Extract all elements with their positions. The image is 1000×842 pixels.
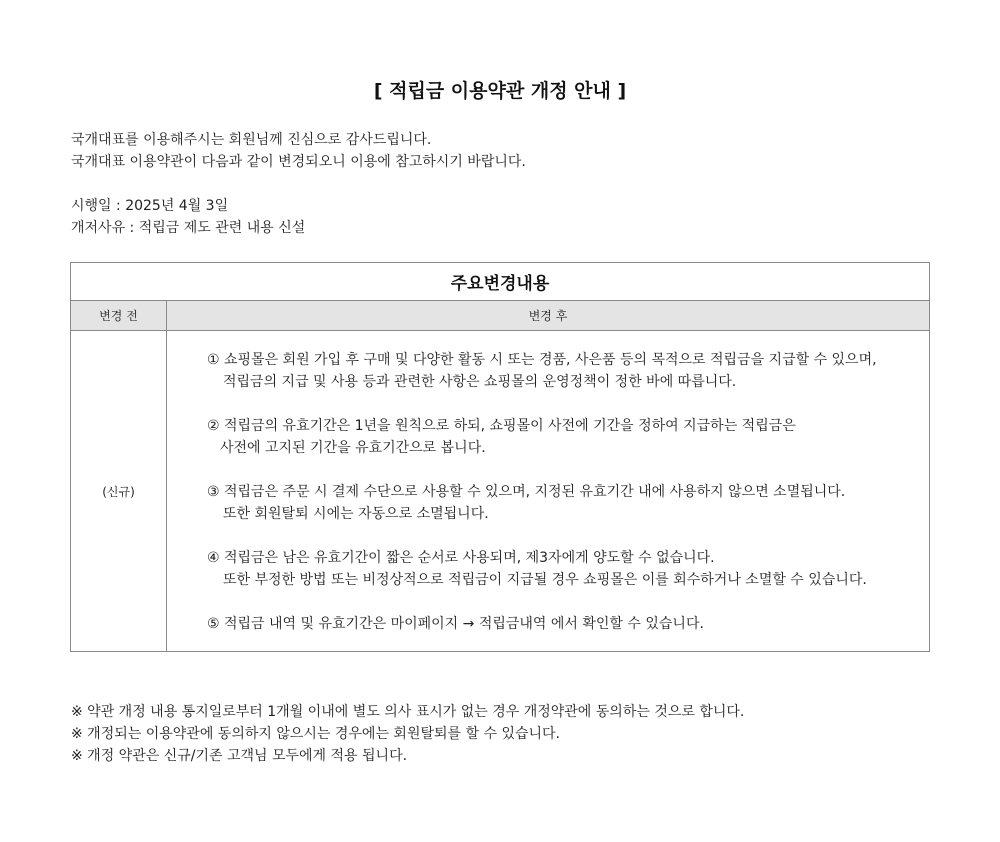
page-title: [ 적립금 이용약관 개정 안내 ] (373, 80, 627, 102)
clause-3-line-1: ③ 적립금은 주문 시 결제 수단으로 사용할 수 있으며, 지정된 유효기간 내에 사용하지 않으면 소멸됩니다. (207, 484, 846, 500)
clause-2 (207, 415, 929, 459)
intro-text (71, 129, 526, 173)
table-caption: 주요변경내용 (71, 263, 930, 301)
footnote-2: ※ 개정되는 이용약관에 동의하지 않으시는 경우에는 회원탈퇴를 할 수 있습니다. (71, 726, 560, 742)
after-cell (167, 331, 930, 652)
clause-1 (207, 349, 929, 393)
header-before: 변경 전 (71, 301, 167, 331)
changes-table (70, 262, 930, 652)
effective-date: 시행일 : 2025년 4월 3일 (71, 198, 229, 214)
header-after: 변경 후 (167, 301, 930, 331)
notice-meta (71, 195, 305, 239)
revision-reason: 개저사유 : 적립금 제도 관련 내용 신설 (71, 220, 306, 236)
footnote-3: ※ 개정 약관은 신규/기존 고객님 모두에게 적용 됩니다. (71, 748, 408, 764)
clause-2-line-2: 사전에 고지된 기간을 유효기간으로 봅니다. (220, 440, 486, 456)
footnote-1: ※ 약관 개정 내용 통지일로부터 1개월 이내에 별도 의사 표시가 없는 경우 개정약관에 동의하는 것으로 합니다. (71, 704, 745, 720)
clause-1-line-2: 적립금의 지급 및 사용 등과 관련한 사항은 쇼핑몰의 운영정책이 정한 바에 따릅니다. (223, 374, 737, 390)
clause-3-line-2: 또한 회원탈퇴 시에는 자동으로 소멸됩니다. (223, 506, 489, 522)
footnotes (71, 701, 744, 767)
clause-5-line-1: ⑤ 적립금 내역 및 유효기간은 마이페이지 → 적립금내역 에서 확인할 수 있습니다. (207, 616, 704, 632)
intro-line-2: 국개대표 이용약관이 다음과 같이 변경되오니 이용에 참고하시기 바랍니다. (71, 154, 526, 170)
clause-3 (207, 481, 929, 525)
clause-2-line-1: ② 적립금의 유효기간은 1년을 원칙으로 하되, 쇼핑몰이 사전에 기간을 정하여 지급하는 적립금은 (207, 418, 796, 434)
clause-4-line-1: ④ 적립금은 남은 유효기간이 짧은 순서로 사용되며, 제3자에게 양도할 수 없습니다. (207, 550, 715, 566)
before-cell: (신규) (71, 331, 167, 652)
clause-5 (207, 613, 929, 635)
clause-4-line-2: 또한 부정한 방법 또는 비정상적으로 적립금이 지급될 경우 쇼핑몰은 이를 회수하거나 소멸할 수 있습니다. (223, 572, 867, 588)
clause-4 (207, 547, 929, 591)
intro-line-1: 국개대표를 이용해주시는 회원님께 진심으로 감사드립니다. (71, 132, 432, 148)
clause-1-line-1: ① 쇼핑몰은 회원 가입 후 구매 및 다양한 활동 시 또는 경품, 사은품 등의 목적으로 적립금을 지급할 수 있으며, (207, 352, 877, 368)
